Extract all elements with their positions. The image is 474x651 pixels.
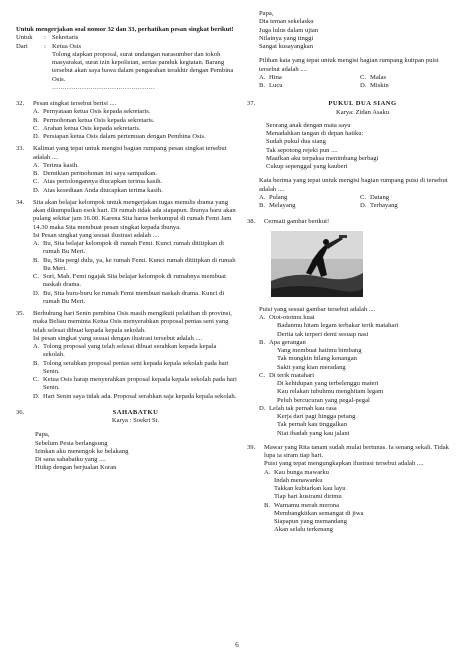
memo-dari: Dari : Ketua Osis — [16, 42, 82, 50]
left-column — [16, 26, 238, 473]
option[interactable]: B. Demikian permohonan ini saya sampaikan. — [33, 170, 158, 177]
poem-line: Papa, — [259, 10, 274, 17]
option[interactable]: A. Pulang — [259, 193, 288, 201]
poem-line: Nilainya yang tinggi — [259, 34, 314, 42]
option-line: Sakit yang kian meradang — [277, 363, 346, 371]
option-line: Tak pernah kau tinggalkan — [277, 421, 348, 429]
option[interactable]: A. Pernyataan ketua Osis kepada sekretaris. — [33, 108, 151, 116]
options-37 — [247, 194, 461, 211]
option-line: Kerja dari pagi hingga petang — [277, 413, 356, 420]
right-column — [247, 10, 461, 535]
option[interactable]: B. Lucu — [259, 82, 283, 89]
option-line: Tak mungkin hilang kenangan — [277, 355, 357, 363]
question-33: 33. Kalimat yang tepat untuk mengisi bagian rumpang pesan singkat tersebut adalah .... A. Terima kasih. B. Demikian permohonan ini saya sampaikan. C. Atas pertolongannya diucapkan terima kasih. D. Atas kesediaan Anda diucapkan terima kasih. — [16, 145, 238, 195]
question-32: 32. Pesan singkat tersebut berisi .... A. Pernyataan ketua Osis kepada sekretaris. B. Permohonan ketua Osis kepada sekretaris. C. Arahan ketua Osis kepada sekretaris. D. Persiapan ketua Osis dalam pertemuan dengan Pembina Osis. — [16, 100, 238, 141]
poem-line: Di sana sahabatku yang .... — [35, 456, 106, 463]
option-line: Yang membuat hatimu bimbang — [277, 347, 362, 354]
poem-author: Karya : Soekri St. — [111, 417, 160, 424]
poem-line: Tak sepotong rejeki pun .... — [266, 146, 338, 154]
poem-37 — [247, 122, 461, 172]
poem-line: Hidup dengan berjualan Koran — [35, 464, 117, 472]
poem-line: Izinkan aku menengok ke belakang — [35, 447, 129, 455]
poem-line: Maafkan aku terpaksa menimbang berbagi — [266, 154, 379, 162]
option-line: Niat ibadah yang kau jalani — [277, 429, 350, 437]
option[interactable]: A. Terima kasih. — [33, 161, 79, 169]
option[interactable]: A. Tolong proposal yang telah selesai dibuat serahkan kepada kepala sekolah. — [33, 343, 217, 359]
option[interactable]: C. Sori, Mah. Femi ngajak Sita belajar kelompok di rumahnya membuat naskah drama. — [33, 273, 226, 289]
option[interactable]: C. Malas — [360, 73, 387, 81]
option-line: Takkan kubiarkan kau layu — [274, 485, 346, 492]
option-line: Siapapun yang memandang — [274, 518, 347, 525]
option[interactable]: A. Kau bunga mawarku — [264, 468, 329, 476]
option-line: Akan selalu terkenang — [274, 526, 333, 534]
option[interactable]: C. Di terik matahari — [259, 371, 315, 379]
option-line: Indah menawanku — [274, 476, 323, 484]
memo-untuk: Untuk : Sekretaris — [16, 34, 79, 42]
option[interactable]: A. Bu, Sita belajar kelompok di rumah Femi. Kunci rumah dititipkan di rumah Bu Meri. — [33, 240, 224, 256]
option[interactable]: D. Lelah tak pernah kau rasa — [259, 404, 337, 412]
question-39: 39. Mawar yang Rita tanam sudah mulai bertunas. Ia senang sekali. Tidak lupa ia siram tiap hari. Puisi yang tepat mengungkapkan ilustrasi tersebut adalah .... A. Kau bunga mawarku Indah menawanku Takkan kubiarkan kau layu Tiap hari kusirami dirimu B. Warnamu merah merona Membangkitkan semangat di jiwa Siapapun yang memandang Akan selalu terkenang — [247, 444, 461, 535]
option[interactable]: B. Tolong serahkan proposal pentas seni kepada kepala sekolah pada hari Senin. — [33, 359, 229, 375]
poem-line: Papa, — [35, 431, 50, 439]
question-text: Pesan singkat tersebut berisi .... — [33, 100, 117, 107]
poem-line: Sangat kusayangkan — [259, 43, 314, 50]
question-37: 37. PUKUL DUA SIANG Karya: Zidan Asaku — [247, 100, 461, 117]
page-number: 6 — [235, 641, 239, 649]
poem-36-continued — [247, 10, 461, 51]
option[interactable]: B. Melayang — [259, 202, 296, 209]
options-36 — [247, 74, 461, 91]
question-instruction: Puisi yang tepat mengungkapkan ilustrasi tersebut adalah .... — [264, 460, 424, 468]
question-instruction: Isi pesan singkat yang sesuai dengan ilustrasi tersebut adalah .... — [33, 334, 203, 342]
option[interactable]: D. Bu, Sita buru-buru ke rumah Femi membuat naskah drama. Kunci di rumah Bu Meri. — [33, 289, 225, 305]
option[interactable]: C. Arahan ketua Osis kepada sekretaris. — [33, 124, 141, 132]
option-line: Kau relakan tubuhmu menghitam legam — [277, 388, 384, 396]
poem-36 — [16, 431, 238, 472]
question-34: 34. Sita akan belajar kelompok untuk mengerjakan tugas menulis drama yang akan dikumpulkan esok hari. Di rumah tidak ada siapapun. Ibunya baru akan pulang sekitar jam 16.00. Karena Sita harus berkumpul di rumah Femi Jam 14.30 maka Sita membuat pesan singkat kepada ibunya. Isi Pesan singkat yang sesuai ilustrasi adalah .... A. Bu, Sita belajar kelompok di rumah Femi. Kunci rumah dititipkan di rumah Bu Meri. B. Bu, Sita pergi dulu, ya, ke rumah Femi. Kunci rumah dititipkan di rumah Bu Meri. C. Sori, Mah. Femi ngajak Sita belajar kelompok di rumahnya membuat naskah drama. D. Bu, Sita buru-buru ke rumah Femi membuat naskah drama. Kunci di rumah Bu Meri. — [16, 199, 238, 306]
option[interactable]: A. Hina — [259, 73, 282, 81]
option-line: Peluh bercucuran yang pegal-pegal — [277, 396, 370, 404]
memo-dots: ................................................ — [52, 83, 156, 91]
question-text: Cermati gambar berikut! — [264, 218, 330, 226]
question-text: Berhubung hari Senin pembina Osis masih mengikuti pelatihan di provinsi, maka Beliau meminta Ketua Osis menyerahkan proposal pentas seni yang telah selesai dibuat kepada kepala sekolah. — [33, 310, 232, 334]
question-35: 35. Berhubung hari Senin pembina Osis masih mengikuti pelatihan di provinsi, maka Beliau meminta Ketua Osis menyerahkan proposal pentas seni yang telah selesai dibuat kepada kepala sekolah. Isi pesan singkat yang sesuai dengan ilustrasi tersebut adalah .... A. Tolong proposal yang telah selesai dibuat serahkan kepada kepala sekolah. B. Tolong serahkan proposal pentas seni kepada kepala sekolah pada hari Senin. C. Ketua Osis harap menyerahkan proposal kepada kepala sekolah pada hari Senin. D. Hari Senin saya tidak ada. Proposal serahkan saja kepada kepala sekolah. — [16, 310, 237, 400]
question-instruction: Isi Pesan singkat yang sesuai ilustrasi adalah .... — [33, 231, 160, 239]
option[interactable]: B. Apa gerangan — [259, 338, 306, 346]
option[interactable]: B. Warnamu merah merona — [264, 501, 340, 509]
question-text: Mawar yang Rita tanam sudah mulai bertunas. Ia senang sekali. Tidak lupa ia siram tiap hari. — [264, 443, 449, 459]
poem-line: Cukup sepenggal yang kauberi — [266, 163, 348, 170]
question-text: Pilihan kata yang tepat untuk mengisi bagian rumpang kutipan puisi tersebut adalah .... — [259, 57, 439, 73]
question-text: Kalimat yang tepat untuk mengisi bagian rumpang pesan singkat tersebut adalah .... — [33, 145, 227, 161]
option-line: Badanmu hitam legam terbakar terik matahari — [277, 322, 399, 330]
question-38: 38. Cermati gambar berikut! — [247, 218, 461, 226]
intro-32-33: Untuk mengerjakan soal nomor 32 dan 33, perhatikan pesan singkat berikut! — [16, 26, 234, 33]
memo-body: Tolong siapkan proposal, surat undangan narasumber dan tokoh masyarakat, surat izin kepolisian, sertas panduk kegiatan. Barang tersebut akan saya bawa dalam pengarahan terakhir dengan Pembina Osis. — [52, 50, 234, 83]
option-line: Di kehidupan yang terbelenggu materi — [277, 380, 379, 387]
option[interactable]: A. Otot-ototmu kuat — [259, 314, 315, 321]
poem-line: Dia teman sekelasku — [259, 18, 314, 26]
question-text: Puisi yang sesuai gambar tersebut adalah .... — [259, 305, 376, 313]
option[interactable]: B. Permohonan ketua Osis kepada sekretaris. — [33, 116, 155, 124]
poem-line: Seorang anak dengan mata sayu — [266, 121, 351, 129]
question-text: Kata berima yang tepat untuk mengisi bagian rumpang puisi di tersebut adalah .... — [259, 177, 448, 193]
options-38 — [247, 314, 461, 438]
laborer-photo — [271, 231, 363, 297]
option[interactable]: B. Bu, Sita pergi dulu, ya, ke rumah Femi. Kunci rumah dititipkan di rumah Bu Meri. — [33, 256, 236, 272]
option[interactable]: C. Datang — [360, 193, 390, 201]
option[interactable]: D. Terbayang — [360, 202, 398, 209]
poem-title: SAHABATKU — [112, 408, 159, 416]
option-line: Membangkitkan semangat di jiwa — [274, 509, 364, 517]
poem-line: Menadahkan tangan di depan hatiku: — [266, 130, 364, 137]
option-line: Derita tak terperi demi sesuap nasi — [277, 330, 369, 338]
question-36: 36. SAHABATKU Karya : Soekri St. — [16, 409, 238, 426]
question-text: Sita akan belajar kelompok untuk mengerjakan tugas menulis drama yang akan dikumpulkan esok hari. Di rumah tidak ada siapapun. Ibunya baru akan pulang sekitar jam 16.00. Karena Sita harus berkumpul di rumah Femi Jam 14.30 maka Sita membuat pesan singkat kepada ibunya. — [33, 198, 236, 231]
option[interactable]: C. Ketua Osis harap menyerahkan proposal kepada kepala sekolah pada hari Senin. — [33, 376, 237, 392]
option[interactable]: D. Hari Senin saya tidak ada. Proposal serahkan saja kepada kepala sekolah. — [33, 392, 237, 400]
option[interactable]: C. Atas pertolongannya diucapkan terima kasih. — [33, 178, 163, 186]
option-line: Tiap hari kusirami dirimu — [274, 493, 342, 501]
poem-author: Karya: Zidan Asaku — [335, 108, 390, 116]
poem-line: Juga lulus dalam ujian — [259, 26, 319, 34]
option[interactable]: D. Miskin — [360, 82, 389, 89]
option[interactable]: D. Atas kesediaan Anda diucapkan terima kasih. — [33, 186, 163, 194]
poem-title: PUKUL DUA SIANG — [328, 100, 397, 108]
poem-line: Sebelum Pesta berlangsung — [35, 439, 108, 447]
option[interactable]: D. Persiapan ketua Osis dalam pertemuan dengan Pembina Osis. — [33, 133, 206, 140]
poem-line: Sudah pukul dua siang — [266, 138, 326, 146]
